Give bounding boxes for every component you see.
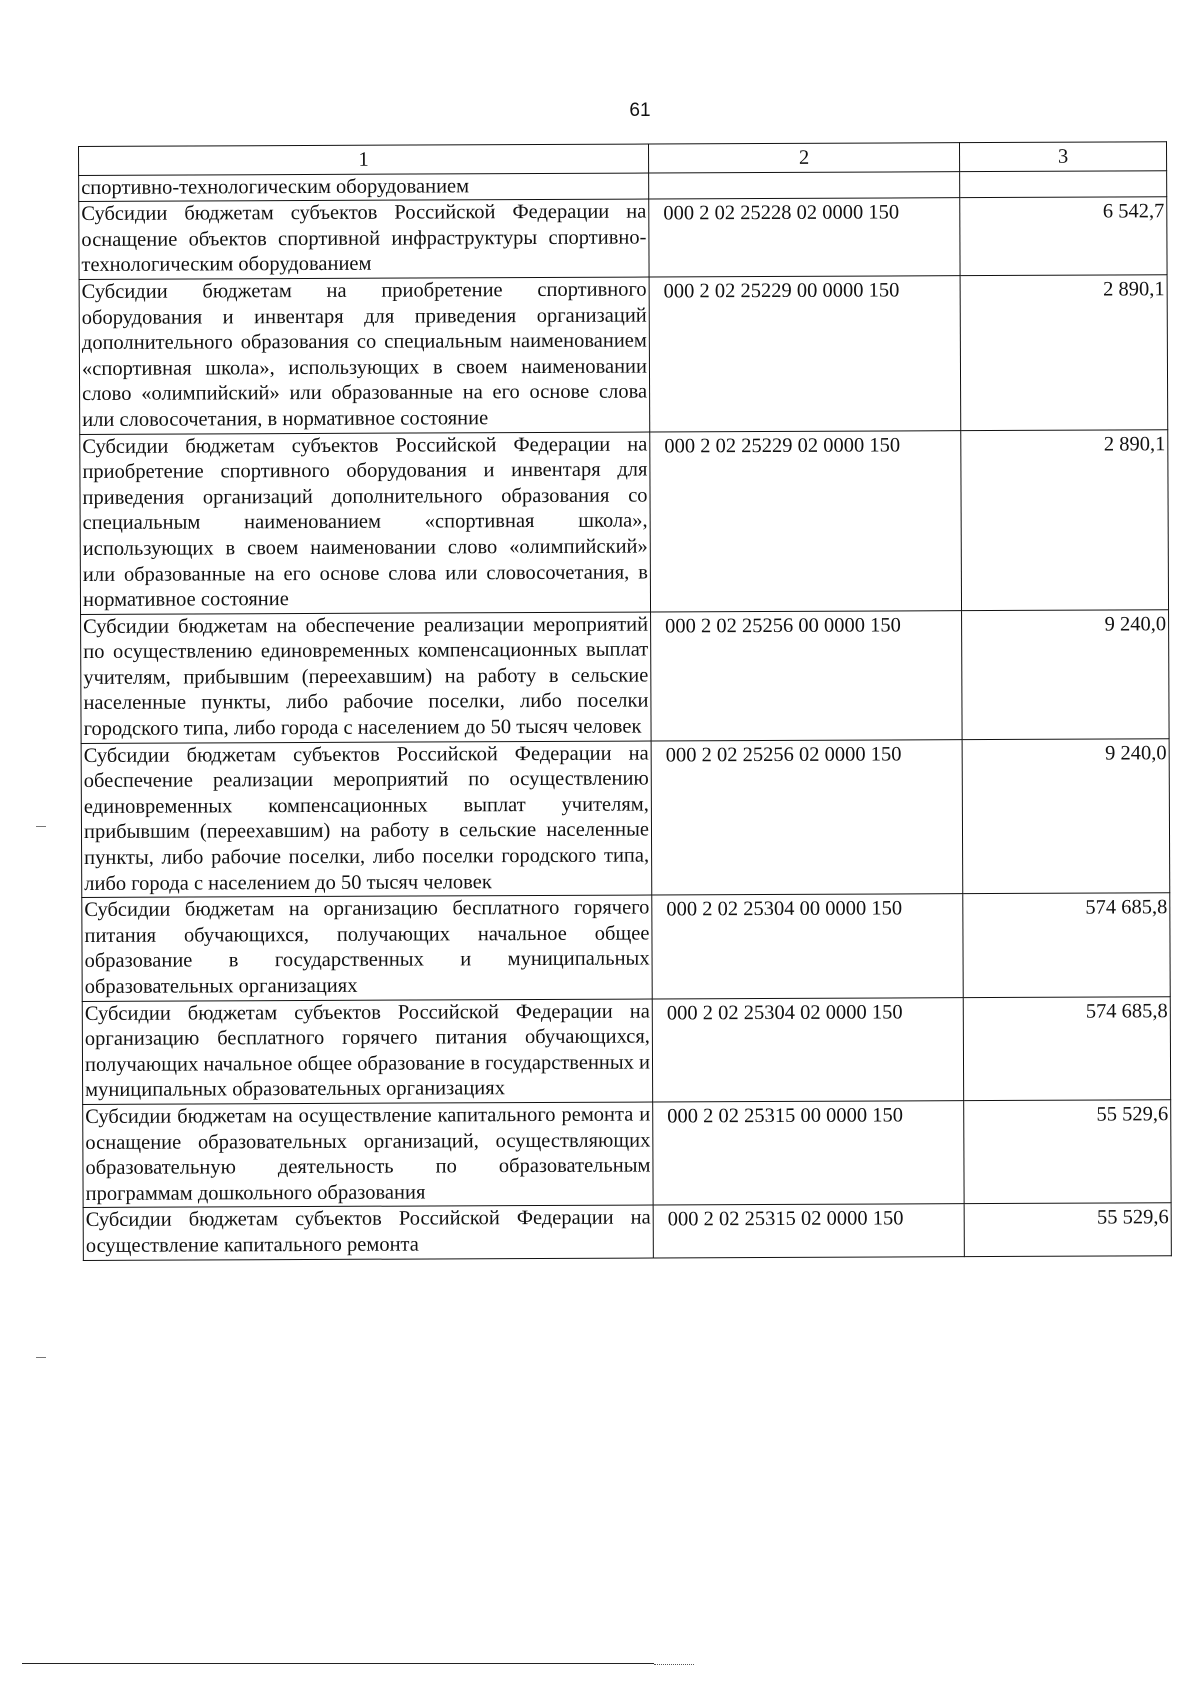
row-code: 000 2 02 25256 00 0000 150 [651,610,963,740]
row-code: 000 2 02 25229 00 0000 150 [649,276,961,432]
table-row [82,996,1170,1104]
scan-mark [36,1357,46,1358]
row-code: 000 2 02 25304 00 0000 150 [652,894,963,999]
row-code: 000 2 02 25315 00 0000 150 [653,1101,964,1206]
row-amount: 574 685,8 [963,893,1170,997]
row-amount: 2 890,1 [960,275,1168,430]
column-header-1: 1 [79,144,649,175]
row-amount: 2 890,1 [961,429,1169,610]
scan-mark [36,826,46,827]
row-description: Субсидии бюджетам на обеспечение реализации мероприятий по осуществлению единовременных компенсационных выплат учителям, прибывшим (переехавшим) на работу в сельские населенные пункты, либо рабочие поселки, либо поселки городского типа, либо города с населением до 50 тысяч человек [81,612,652,743]
row-amount: 6 542,7 [960,197,1167,276]
row-amount [960,170,1167,197]
row-amount: 55 529,6 [964,1100,1171,1204]
row-code: 000 2 02 25315 02 0000 150 [653,1204,964,1258]
table-row [81,609,1170,743]
row-code [649,171,960,199]
footer-rule [22,1663,654,1664]
row-description: Субсидии бюджетам на организацию бесплатного горячего питания обучающихся, получающих начальное общее образование в государственных и муниципальных образовательных организациях [82,895,652,1001]
row-code: 000 2 02 25229 02 0000 150 [650,430,962,612]
table-row [79,275,1168,434]
row-code: 000 2 02 25228 02 0000 150 [649,198,960,277]
row-description: Субсидии бюджетам субъектов Российской Федерации на организацию бесплатного горячего питания обучающихся, получающих начальное общее образование в государственных и муниципальных образовательных организациях [82,999,652,1105]
table-row [83,1203,1171,1260]
row-description: Субсидии бюджетам на осуществление капитального ремонта и оснащение образовательных организаций, осуществляющих образовательную деятельность по образовательным программам дошкольного образования [83,1102,653,1208]
row-amount: 574 685,8 [963,996,1170,1100]
column-header-3: 3 [959,142,1166,171]
row-code: 000 2 02 25304 02 0000 150 [652,997,963,1102]
row-description: Субсидии бюджетам субъектов Российской Федерации на осуществление капитального ремонта [83,1205,653,1260]
table-body [79,170,1172,1260]
budget-table [78,141,1172,1260]
table-row [81,738,1170,897]
row-amount: 55 529,6 [964,1203,1171,1256]
row-amount: 9 240,0 [962,609,1170,739]
row-description: спортивно-технологическим оборудованием [79,173,649,202]
table-row [83,1100,1171,1208]
row-code: 000 2 02 25256 02 0000 150 [651,739,963,895]
column-header-2: 2 [648,143,959,173]
table-row [80,429,1169,614]
footer-rule-dotted [654,1664,694,1665]
row-description: Субсидии бюджетам на приобретение спортивного оборудования и инвентаря для приведения организаций дополнительного образования со специальным наименованием «спортивная школа», использующих в своем наименовании слово «олимпийский» или образованные на его основе слова или словосочетания, в нормативное состояние [79,277,650,434]
table-wrapper [78,141,1172,1260]
table-row [79,197,1167,280]
row-description: Субсидии бюджетам субъектов Российской Федерации на приобретение спортивного оборудования и инвентаря для приведения организаций дополнительного образования со специальным наименованием «спортивная школа», использующих в своем наименовании слово «олимпийский» или образованные на его основе слова или словосочетания, в нормативное состояние [80,432,651,615]
table-row [82,893,1170,1001]
row-description: Субсидии бюджетам субъектов Российской Федерации на обеспечение реализации мероприятий по осуществлению единовременных компенсационных выплат учителям, прибывшим (переехавшим) на работу в сельские населенные пункты, либо рабочие поселки, либо поселки городского типа, либо города с населением до 50 тысяч человек [81,741,652,898]
row-amount: 9 240,0 [962,738,1170,893]
row-description: Субсидии бюджетам субъектов Российской Федерации на оснащение объектов спортивной инфраструктуры спортивно-технологическим оборудованием [79,199,649,279]
page-number: 61 [629,100,651,121]
